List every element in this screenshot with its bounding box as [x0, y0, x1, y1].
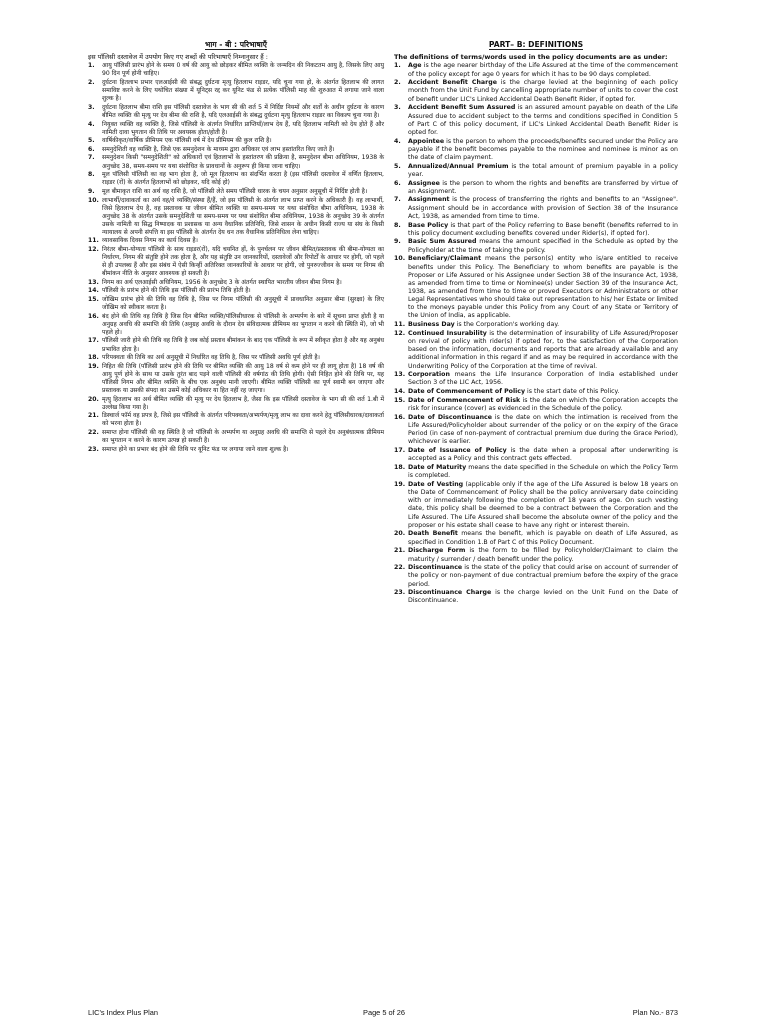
definition-text: is the date on which the intimation is received from the Life Assured/Policyholder about surrender of the policy or on the expiry of the Grace Period (in case of non-payment of contractual premium due during the Grace Period), whichever is earlier. [408, 413, 679, 446]
english-section-title: PART– B: DEFINITIONS [488, 40, 584, 49]
definition-item [88, 104, 384, 120]
definition-item [88, 246, 384, 278]
definition-number: 14. [394, 388, 406, 396]
definition-item [88, 146, 384, 154]
definition-body: मूल बीमाकृत राशि का अर्थ वह राशि है, जो पॉलिसी लेते समय पॉलिसी धारक के चयन अनुसार अनुसूची में निर्दिष्ट होती है। [102, 187, 368, 195]
definition-text: (applicable only if the age of the Life Assured is below 18 years on the Date of Commencement of Policy shall be the policy anniversary date coinciding with or immediately following the completion of 18 years of age. On such vesting date, this policy shall be deemed to be a contract between the Corporation and the Life Assured. The Life Assured shall become the absolute owner of the policy and the proposer or his estate shall cease to have any right or interest therein. [408, 480, 678, 529]
definition-body: परिपक्वता की तिथि का अर्थ अनुसूची में निर्धारित वह तिथि है, जिस पर पॉलिसी अवधि पूर्ण होती है। [102, 354, 320, 362]
definition-body: समनुदेशिती वह व्यक्ति है, जिसे एक समनुदेशन के माध्यम द्वारा अधिकार एवं लाभ हस्तांतरित किए जाते हैं। [102, 145, 335, 153]
definition-number: 10. [394, 255, 406, 263]
definition-number: 21. [394, 547, 406, 555]
definition-body: वार्षिकीकृत/वार्षिक प्रीमियम एक पॉलिसी वर्ष में देय प्रीमियम की कुल राशि है। [102, 137, 272, 145]
definition-body [408, 180, 678, 196]
definition-term: Date of Maturity [408, 464, 467, 471]
definition-text: is the total amount of premium payable in a policy year. [408, 162, 678, 178]
definition-text: is the process of transferring the rights and benefits to an "Assignee". Assignment should be in accordance with provision of Section 38 of the Insurance Act, 1938, as amended from time to time. [408, 196, 678, 220]
definition-item [88, 137, 384, 145]
definition-number: 20. [88, 395, 99, 403]
definition-body: समनुदेशन किसी "समनुदेशिती" को अधिकारों एवं हितलाभों के हस्तांतरण की प्रक्रिया है, समनुदेशन बीमा अधिनियम, 1938 के अनुच्छेद 38, समय-समय पर यथा संशोधित के प्रावधानों के अनुरूप ही किया जाना चाहिए। [102, 154, 384, 170]
definition-number: 13. [394, 371, 406, 379]
definition-body: मृत्यु हितलाभ का अर्थ बीमित व्यक्ति की मृत्यु पर देय हितलाभ है, जैसा कि इस पॉलिसी दस्तावेज के भाग सी की शर्त 1.बी में उल्लेख किया गया है। [102, 395, 384, 411]
definition-number: 1. [394, 62, 401, 70]
definition-text: is the person to whom the rights and benefits are transferred by virtue of an Assignment. [408, 179, 678, 195]
definition-body: पॉलिसी जारी होने की तिथि वह तिथि है जब कोई प्रस्ताव बीमांकन के बाद एक पॉलिसी के रूप में स्वीकृत होता है और यह अनुबंध प्रभावित होता है। [102, 337, 384, 353]
definition-body [408, 481, 678, 530]
definition-item [394, 163, 678, 179]
definition-item [88, 287, 384, 295]
definition-item [394, 180, 678, 196]
definition-term: Age [408, 62, 422, 70]
definition-item [88, 354, 384, 362]
definition-number: 5. [394, 162, 401, 170]
definition-item [394, 196, 678, 220]
definition-number: 2. [394, 79, 401, 87]
definition-body: दुर्घटना हितलाभ प्रभार एलआईसी की संबद्ध दुर्घटना मृत्यु हितलाभ राइडर, यदि चुना गया हो, के अंतर्गत हितलाभ की लागत समाविष्ट करने के लिए यथोचित संख्या में यूनिट्स रद्द कर यूनिट फंड से प्रत्येक पॉलिसी माह की शुरुआत में लगाया जाने वाला शुल्क है। [102, 79, 384, 103]
definition-body: समाप्त होना पॉलिसी की वह स्थिति है जो पॉलिसी के अभ्यर्पण या अनुग्रह अवधि की समाप्ति से पहले देय अनुबंधात्मक प्रीमियम का भुगतान न करने के कारण उत्पन्न हो सकती है। [102, 428, 384, 444]
definition-number: 20. [394, 530, 406, 538]
hindi-intro: इस पॉलिसी दस्तावेज में उपयोग किए गए शब्दों की परिभाषाएँ निम्नानुसार हैं : [88, 53, 268, 61]
definition-body [408, 222, 678, 238]
definition-text: is the charge levied on the Unit Fund on the Date of Discontinuance. [408, 589, 678, 605]
definition-number: 4. [88, 120, 95, 128]
definition-body [408, 104, 678, 137]
definition-number: 22. [88, 428, 99, 436]
definition-item [394, 238, 678, 254]
definition-term: Date of Discontinuance [408, 413, 492, 421]
definition-text: is the date when a proposal after underwriting is accepted as a Policy and this contract gets effected. [408, 447, 678, 463]
definition-item [394, 62, 678, 78]
definition-number: 19. [88, 362, 99, 370]
definition-number: 9. [394, 238, 401, 246]
definition-number: 15. [394, 396, 406, 404]
definition-item [394, 138, 678, 162]
definition-item [394, 414, 678, 447]
english-definition-list [394, 62, 678, 605]
definition-number: 14. [88, 287, 99, 295]
definition-term: Accident Benefit Charge [408, 79, 497, 87]
definition-body: समाप्त होने का प्रभार बंद होने की तिथि पर यूनिट फंड पर लगाया जाने वाला शुल्क है। [102, 445, 289, 453]
definition-number: 13. [88, 278, 99, 286]
definition-item [394, 464, 678, 480]
definition-body [408, 79, 678, 103]
definition-number: 1. [88, 62, 95, 70]
definition-body [408, 238, 678, 254]
definition-item [394, 447, 678, 463]
definition-item [394, 388, 678, 396]
definition-number: 8. [394, 221, 401, 229]
definition-term: Death Benefit [408, 530, 458, 538]
definition-item [88, 296, 384, 312]
definition-body: बंद होने की तिथि वह तिथि है जिस दिन बीमित व्यक्ति/पॉलिसीधारक से पॉलिसी के अभ्यर्पण के बारे में सूचना प्राप्त होती है या अनुग्रह अवधि की समाप्ति की तिथि (अनुग्रह अवधि के दौरान देय संविदात्मक प्रीमियम का भुगतान न करने की स्थिति में), जो भी पहले हो। [102, 312, 384, 336]
footer-plan-number: Plan No.- 873 [632, 1008, 678, 1017]
definition-text: is the determination of insurability of Life Assured/Proposer on revival of policy with rider(s) if opted for, to the satisfaction of the Corporation based on the information, documents and reports that are already available and any additional information in this regard if and as may be required in accordance with the Underwriting Policy of the Corporation at the time of revival. [408, 329, 678, 370]
definition-term: Assignee [408, 179, 440, 187]
definition-text: is the person to whom the proceeds/benefits secured under the Policy are payable if the benefit becomes payable to the nominee and nominee is minor as on the date of claim payment. [408, 137, 678, 161]
definition-number: 17. [394, 447, 406, 455]
definition-body [408, 196, 678, 220]
definition-body: नियुक्त व्यक्ति वह व्यक्ति है, जिसे पॉलिसी के अंतर्गत निर्धारित प्राप्तियाँ/लाभ देय हैं, यदि हितलाभ नामिती को देय होते हैं और नामिती दावा भुगतान की तिथि पर अवयस्क होता/होती है। [102, 120, 384, 136]
definition-number: 4. [394, 137, 401, 145]
definition-body: डिस्चार्ज फॉर्म वह प्रपत्र है, जिसे इस पॉलिसी के अंतर्गत परिपक्वता/अभ्यर्पण/मृत्यु लाभ का दावा करने हेतु पॉलिसीधारक/दावाकर्ता को भरना होता है। [102, 412, 384, 428]
definition-item [88, 62, 384, 78]
definition-term: Annualized/Annual Premium [408, 162, 509, 170]
definition-item [88, 412, 384, 428]
definition-text: is the age nearer birthday of the Life Assured at the time of the commencement of the policy except for age 0 years for which it has to be 90 days completed. [408, 62, 678, 78]
definition-item [394, 371, 678, 387]
definition-item [394, 564, 678, 588]
definition-body [408, 255, 678, 320]
definition-term: Appointee [408, 137, 445, 145]
definition-term: Discontinuance [408, 564, 463, 572]
hindi-definitions-column [88, 40, 384, 454]
definition-item [394, 547, 678, 563]
definition-term: Discontinuance Charge [408, 589, 492, 597]
definition-body: लाभार्थी/दावाकर्ता का अर्थ वह/वे व्यक्ति/संस्था हैं/हैं, जो इस पॉलिसी के अंतर्गत लाभ प्राप्त करने के अधिकारी हैं। वह लाभार्थी, जिसे हितलाभ देय है, वह प्रस्तावक या जीवन बीमित व्यक्ति या समय-समय पर यथा संशोधित बीमा अधिनियम, 1938 के अनुच्छेद 38 के अंतर्गत उसके समनुदेशिती या समय-समय पर यथा संशोधित बीमा अधिनियम, 1938 के अनुच्छेद 39 के अंतर्गत उसके नामिती या सिद्ध निष्पादक या प्रशासक या अन्य वैधानिक प्रतिनिधि, जिसे शासन के अधीन किसी राज्य या संघ के किसी न्यायालय से अपनी संपत्ति या इस पॉलिसी के अंतर्गत देय धन तक वैधानिक प्रतिनिधित्व लेना चाहिए। [102, 196, 384, 236]
definition-text: is the state of the policy that could arise on account of surrender of the policy or non-payment of due contractual premium before the expiry of the grace period. [408, 564, 678, 588]
definition-item [88, 337, 384, 353]
definition-number: 17. [88, 337, 99, 345]
definition-number: 7. [394, 196, 401, 204]
definition-number: 3. [88, 103, 95, 111]
definition-number: 2. [88, 79, 95, 87]
definition-term: Date of Vesting [408, 480, 464, 488]
definition-item [394, 530, 678, 546]
definition-number: 15. [88, 296, 99, 304]
definition-number: 21. [88, 412, 99, 420]
definition-text: means the benefit, which is payable on death of Life Assured, as specified in Condition 1.B of Part C of this Policy Document. [408, 530, 678, 546]
definition-body [408, 564, 678, 588]
definition-item [394, 255, 678, 320]
definition-item [88, 79, 384, 103]
definition-text: is the charge levied at the beginning of each policy month from the Unit Fund by cancelling appropriate number of units to cover the cost of benefit under LIC's Linked Accidental Death Benefit Rider, if opted for. [408, 79, 678, 103]
definition-term: Date of Commencement of Policy [408, 388, 526, 396]
definition-number: 11. [88, 237, 99, 245]
definition-item [88, 279, 384, 287]
definition-number: 12. [394, 329, 406, 337]
definition-text: means the date specified in the Schedule on which the Policy Term is completed. [408, 464, 678, 480]
definition-text: is the date on which the Corporation accepts the risk for insurance (cover) as evidenced in the Schedule of the policy. [408, 396, 678, 413]
definition-text: is an assured amount payable on death of the Life Assured due to accident subject to the terms and conditions specified in Condition 5 of Part C of this policy document, if LIC's Linked Accidental Death Benefit Rider is opted for. [408, 104, 678, 136]
definition-item [394, 330, 678, 371]
definition-number: 12. [88, 245, 99, 253]
definition-number: 8. [88, 171, 95, 179]
definition-term: Date of Issuance of Policy [408, 447, 507, 455]
definition-number: 16. [394, 413, 406, 421]
definition-item [88, 446, 384, 454]
definition-number: 23. [394, 589, 406, 597]
definition-body: पॉलिसी के प्रारंभ होने की तिथि इस पॉलिसी की प्रारंभ तिथि होती है। [102, 287, 251, 295]
definition-number: 9. [88, 187, 95, 195]
definition-body [408, 414, 678, 447]
definition-item [88, 197, 384, 237]
definition-number: 10. [88, 196, 99, 204]
definition-item [394, 79, 678, 103]
definition-body [408, 464, 678, 480]
definition-number: 18. [88, 354, 99, 362]
definition-text: is the start date of this Policy. [525, 388, 620, 396]
definition-item [88, 188, 384, 196]
definition-body: आयु पॉलिसी प्रारंभ होने के समय 0 वर्ष की आयु को छोड़कर बीमित व्यक्ति के जन्मदिन की निकटतम आयु है, जिसके लिए आयु 90 दिन पूर्ण होनी चाहिए। [102, 62, 384, 78]
definition-term: Corporation [408, 371, 450, 379]
definition-number: 6. [394, 179, 401, 187]
definition-term: Assignment [408, 196, 450, 204]
definition-text: is the Corporation's working day. [454, 321, 560, 329]
definition-item [394, 104, 678, 137]
definition-term: Base Policy [408, 221, 449, 229]
footer-plan-name: LIC's Index Plus Plan [88, 1008, 159, 1017]
definition-body [408, 371, 678, 387]
definition-item [88, 363, 384, 395]
definition-text: means the person(s) entity who is/are entitled to receive benefits under this Policy. The Beneficiary to whom benefits are payable is the Proposer or Life Assured or his Assignee under Section 38 of the Insurance Act, 1938, as amended from time to time or Nominee(s) under Section 39 of the Insurance Act, 1938, as amended from time to time or proved Executors or Administrators or other Legal Representatives who should take out representation to his/ her Estate or limited to the moneys payable under this Policy from any Court of any State or Territory of the Union of India, as applicable. [408, 255, 678, 320]
definition-number: 5. [88, 137, 95, 145]
definition-number: 6. [88, 145, 95, 153]
definition-number: 22. [394, 564, 406, 572]
definition-number: 18. [394, 464, 406, 471]
definition-number: 7. [88, 154, 95, 162]
definition-number: 19. [394, 480, 406, 488]
definition-body [408, 62, 678, 78]
english-definitions-column [394, 40, 678, 606]
definition-body: जोखिम प्रारंभ होने की तिथि वह तिथि है, जिस पर निगम पॉलिसी की अनुसूची में प्रावधानित अनुसार बीमा (सुरक्षा) के लिए जोखिम को स्वीकार करता है। [102, 296, 384, 312]
definition-item [394, 589, 678, 605]
definition-body [408, 163, 678, 179]
definition-term: Business Day [408, 321, 455, 329]
english-intro: The definitions of terms/words used in the policy documents are as under: [394, 53, 668, 61]
definition-body: निरंतर बीमा-योग्यता पॉलिसी के साथ राइडर(रों), यदि चयनित हों, के पुनर्चलन पर जीवन बीमित/प्रस्तावक की बीमा-योग्यता का निर्धारण, निगम की संतुष्टि होने तक होता है, और यह संतुष्टि उन जानकारियों, दस्तावेजों और रिपोर्टों के आधार पर होगी, जो पहले से ही उपलब्ध हैं और इस संबंध में ऐसी किन्हीं अतिरिक्त जानकारियों के आधार पर होगी, जो पुनरुज्जीवन के समय पर निगम की बीमांकन नीति के अनुसार आवश्यक हो सकती है। [102, 245, 384, 278]
definition-item [394, 321, 678, 329]
definition-body [408, 397, 678, 413]
definition-item [88, 121, 384, 137]
definition-body [408, 321, 678, 329]
definition-text: means the Life Insurance Corporation of India established under Section 3 of the LIC Act, 1956. [408, 371, 678, 387]
definition-item [88, 313, 384, 337]
definition-body: व्यावसायिक दिवस निगम का कार्य दिवस है। [102, 237, 198, 245]
definition-number: 11. [394, 321, 406, 329]
definition-item [394, 481, 678, 530]
definition-body: मूल पॉलिसी पॉलिसी का वह भाग होता है, जो मूल हितलाभ का संदर्भित करता है (इस पॉलिसी दस्तावेज में वर्णित हितलाभ, राइडर (रों) के अंतर्गत हितलाभों को छोड़कर, यदि कोई हो) [102, 171, 384, 187]
definition-item [88, 171, 384, 187]
definition-term: Continued Insurability [408, 329, 487, 337]
definition-body: निहित की तिथि (पॉलिसी प्रारंभ होने की तिथि पर बीमित व्यक्ति की आयु 18 वर्ष से कम होने पर ही लागू होता है) 18 वर्ष की आयु पूर्ण होने के साथ या उसके तुरंत बाद पड़ने वाली पॉलिसी की वर्षगांठ की तिथि होगी। ऐसी निहित होने की तिथि पर, यह पॉलिसी निगम और बीमित व्यक्ति के बीच एक अनुबंध मानी जाएगी। बीमित व्यक्ति पॉलिसी का पूर्ण स्वामी बन जाएगा और प्रस्तावक या उसकी संपदा का उसमें कोई अधिकार या हित नहीं रह जाएगा। [102, 362, 384, 394]
definition-item [88, 154, 384, 170]
definition-item [88, 396, 384, 412]
definition-body: दुर्घटना हितलाभ बीमा राशि इस पॉलिसी दस्तावेज के भाग सी की शर्त 5 में निर्दिष्ट नियमों और शर्तों के अधीन दुर्घटना के कारण बीमित व्यक्ति की मृत्यु पर देय बीमा की राशि है, यदि एलआईसी के संबद्ध दुर्घटना मृत्यु हितलाभ राइडर का विकल्प चुना गया है। [102, 103, 384, 119]
definition-body [408, 447, 678, 463]
definition-text: is that part of the Policy referring to Base benefit (benefits referred to in this policy document excluding benefits covered under Rider(s), if opted for). [408, 221, 678, 237]
definition-term: Discharge Form [408, 547, 466, 555]
page-number: Page 5 of 26 [363, 1008, 405, 1017]
definition-text: means the amount specified in the Schedule as opted by the Policyholder at the time of taking the policy. [408, 238, 678, 254]
definition-item [88, 237, 384, 245]
definition-term: Beneficiary/Claimant [408, 255, 482, 263]
definition-body [408, 388, 678, 396]
definition-term: Date of Commencement of Risk [408, 396, 521, 404]
definition-text: is the form to be filled by Policyholder/Claimant to claim the maturity / surrender / death benefit under the policy. [408, 547, 678, 563]
definition-number: 23. [88, 445, 99, 453]
definition-body [408, 547, 678, 563]
definition-term: Accident Benefit Sum Assured [408, 104, 516, 112]
definition-body [408, 530, 678, 546]
definition-number: 16. [88, 312, 99, 320]
hindi-section-title: भाग - बी : परिभाषाएँ [205, 40, 267, 49]
definition-body [408, 330, 678, 371]
definition-body [408, 589, 678, 605]
definition-number: 3. [394, 104, 401, 112]
definition-item [394, 222, 678, 238]
definition-item [394, 397, 678, 413]
definition-body [408, 138, 678, 162]
definition-body: निगम का अर्थ एलआईसी अधिनियम, 1956 के अनुच्छेद 3 के अंतर्गत स्थापित भारतीय जीवन बीमा निगम है। [102, 278, 342, 286]
definition-term: Basic Sum Assured [408, 238, 477, 246]
definition-item [88, 429, 384, 445]
hindi-definition-list [88, 62, 384, 453]
